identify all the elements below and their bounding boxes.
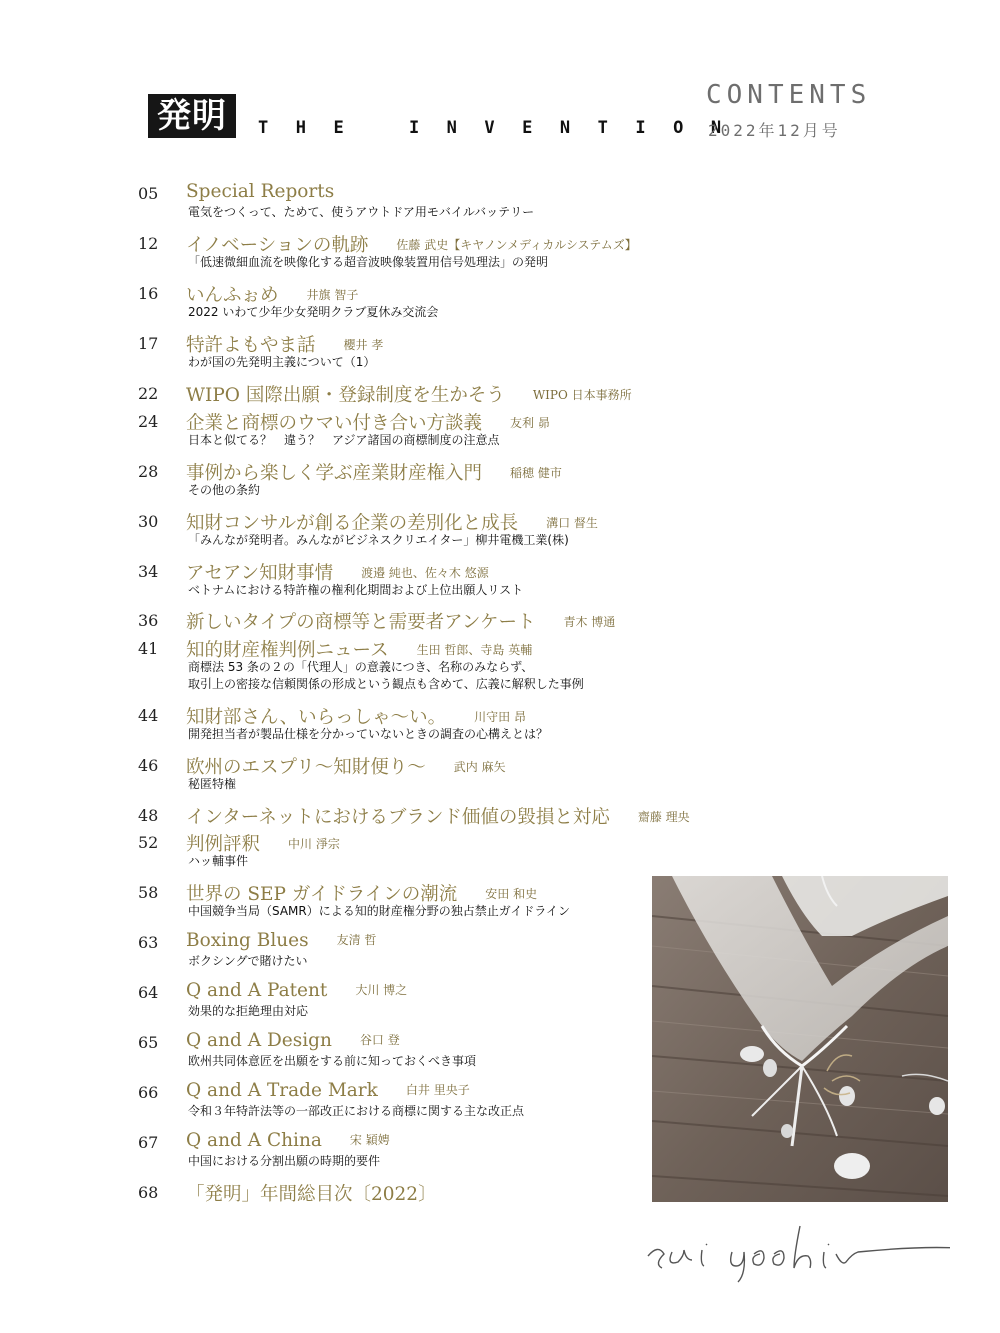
toc-subtitle-line: 中国における分割出願の時期的要件 [188, 1154, 381, 1168]
toc-title: 欧州のエスプリ〜知財便り〜 [186, 757, 426, 778]
toc-page-number: 41 [138, 639, 159, 658]
toc-title: アセアン知財事情 [186, 563, 334, 584]
toc-title: いんふぉめ [186, 285, 279, 306]
toc-author: 齋藤 理央 [637, 810, 690, 824]
toc-page-number: 64 [138, 983, 159, 1002]
toc-page-number: 28 [138, 462, 159, 481]
toc-page-number: 63 [138, 933, 159, 952]
contents-heading: CONTENTS [706, 80, 872, 110]
toc-subtitle [188, 482, 260, 499]
toc-author: 友利 昴 [510, 416, 550, 430]
toc-subtitle [188, 853, 248, 870]
toc-subtitle [188, 582, 523, 599]
toc-title: インターネットにおけるブランド価値の毀損と対応 [186, 807, 610, 828]
toc-subtitle [188, 254, 548, 271]
toc-author: 櫻井 孝 [343, 338, 384, 352]
toc-subtitle-line: 中国競争当局（SAMR）による知的財産権分野の独占禁止ガイドライン [188, 904, 571, 918]
toc-subtitle-line: 「低速微細血流を映像化する超音波映像装置用信号処理法」の発明 [188, 255, 549, 269]
toc-subtitle-line: ボクシングで賭けたい [188, 954, 308, 968]
toc-page-number: 65 [138, 1033, 159, 1052]
toc-subtitle-line: 電気をつくって、ためて、使うアウトドア用モバイルバッテリー [188, 205, 535, 219]
toc-author: 宋 穎娉 [349, 1133, 390, 1147]
toc-subtitle-line: わが国の先発明主義について（1） [188, 355, 376, 369]
toc-title-wrap [186, 980, 407, 1001]
toc-page-number: 30 [138, 512, 159, 531]
cover-art-photo [652, 876, 948, 1202]
toc-page-number: 66 [138, 1083, 159, 1102]
toc-subtitle [188, 1003, 308, 1020]
toc-page-number: 48 [138, 806, 159, 825]
toc-title-wrap [186, 930, 376, 951]
logo-latin-text: THE INVENTION [258, 118, 749, 138]
toc-author: 白井 里央子 [405, 1083, 470, 1097]
toc-title: Special Reports [186, 181, 335, 202]
toc-author: WIPO 日本事務所 [532, 388, 632, 402]
toc-page-number: 68 [138, 1183, 159, 1202]
toc-title-wrap [186, 1030, 400, 1051]
toc-author: 井旗 智子 [306, 288, 359, 302]
toc-subtitle-line: 欧州共同体意匠を出願をする前に知っておくべき事項 [188, 1054, 477, 1068]
toc-title-wrap [186, 1080, 470, 1101]
toc-subtitle [188, 659, 584, 693]
toc-subtitle [188, 204, 534, 221]
toc-author: 溝口 督生 [546, 516, 598, 530]
issue-date: 2022年12月号 [708, 121, 841, 140]
artist-signature [640, 1214, 950, 1288]
toc-title: 事例から楽しく学ぶ産業財産権入門 [186, 463, 483, 484]
toc-title: 新しいタイプの商標等と需要者アンケート [186, 612, 536, 633]
logo-kanji-text: 発明 [157, 96, 227, 136]
toc-subtitle [188, 532, 569, 549]
toc-title: Boxing Blues [186, 930, 309, 951]
toc-subtitle-line: その他の条約 [188, 483, 261, 497]
toc-page-number: 16 [138, 284, 159, 303]
toc-author: 中川 淨宗 [288, 837, 340, 851]
toc-title: 判例評釈 [186, 834, 261, 855]
toc-title-wrap [186, 1180, 465, 1206]
toc-author: 大川 博之 [355, 983, 408, 997]
toc-author: 青木 博通 [563, 615, 616, 629]
toc-title-wrap [186, 608, 615, 634]
toc-subtitle [188, 726, 548, 743]
toc-title: 知財部さん、いらっしゃ〜い。 [186, 707, 447, 728]
toc-subtitle-line: 2022 いわて少年少女発明クラブ夏休み交流会 [188, 305, 439, 319]
toc-page-number: 17 [138, 334, 159, 353]
toc-subtitle [188, 354, 375, 371]
toc-page-number: 58 [138, 883, 159, 902]
toc-subtitle [188, 1153, 380, 1170]
toc-subtitle-line: 日本と似てる？ 違う？ アジア諸国の商標制度の注意点 [188, 433, 500, 447]
toc-author: 武内 麻矢 [453, 760, 506, 774]
toc-title: 特許よもやま話 [186, 335, 316, 356]
toc-title: Q and A Design [186, 1030, 332, 1051]
toc-subtitle-line: 商標法 53 条の２の「代理人」の意義につき、名称のみならず、 [188, 660, 534, 674]
magazine-logo [148, 94, 236, 138]
toc-title: 世界の SEP ガイドラインの潮流 [186, 884, 458, 905]
toc-title-wrap [186, 381, 632, 407]
toc-subtitle-line: 「みんなが発明者。みんながビジネスクリエイター」柳井電機工業(株) [188, 533, 569, 547]
toc-subtitle-line: 開発担当者が製品仕様を分かっていないときの調査の心構えとは？ [188, 727, 549, 741]
toc-title: Q and A China [186, 1130, 322, 1151]
toc-title: 知財コンサルが創る企業の差別化と成長 [186, 513, 519, 534]
toc-title: Q and A Trade Mark [186, 1080, 378, 1101]
toc-page-number: 22 [138, 384, 159, 403]
toc-title: 「発明」年間総目次〔2022〕 [186, 1184, 437, 1205]
toc-subtitle-line: ベトナムにおける特許権の権利化期間および上位出願人リスト [188, 583, 524, 597]
toc-subtitle-line: 令和３年特許法等の一部改正における商標に関する主な改正点 [188, 1104, 525, 1118]
toc-author: 佐藤 武史【キヤノンメディカルシステムズ】 [396, 238, 637, 252]
toc-title: 企業と商標のウマい付き合い方談義 [186, 413, 483, 434]
toc-subtitle-line: 取引上の密接な信頼関係の形成という観点も含めて、広義に解釈した事例 [188, 677, 584, 691]
toc-subtitle [188, 776, 236, 793]
toc-subtitle [188, 432, 500, 449]
toc-subtitle-line: ハッ輔事件 [188, 854, 249, 868]
toc-page-number: 44 [138, 706, 159, 725]
toc-title: イノベーションの軌跡 [186, 235, 369, 256]
toc-author: 安田 和史 [485, 887, 538, 901]
toc-title: 知的財産権判例ニュース [186, 640, 389, 661]
toc-title-wrap [186, 1130, 390, 1151]
toc-page-number: 24 [138, 412, 159, 431]
toc-subtitle-line: 効果的な拒絶理由対応 [188, 1004, 309, 1018]
cover-art-image [652, 876, 948, 1202]
toc-subtitle [188, 304, 438, 321]
toc-title-wrap [186, 181, 362, 202]
toc-title: WIPO 国際出願・登録制度を生かそう [186, 385, 505, 406]
toc-title: Q and A Patent [186, 980, 328, 1001]
toc-author: 渡邉 純也、佐々木 悠源 [361, 566, 489, 580]
toc-title-wrap [186, 803, 690, 829]
toc-page-number: 36 [138, 611, 159, 630]
toc-subtitle [188, 1053, 476, 1070]
toc-page-number: 52 [138, 833, 159, 852]
toc-subtitle [188, 903, 570, 920]
toc-author: 友清 哲 [336, 933, 377, 947]
toc-page-number: 05 [138, 184, 159, 203]
toc-author: 稲穂 健市 [510, 466, 562, 480]
toc-subtitle [188, 1103, 524, 1120]
toc-subtitle [188, 953, 307, 970]
toc-page-number: 34 [138, 562, 159, 581]
toc-page-number: 46 [138, 756, 159, 775]
toc-author: 川守田 昂 [474, 710, 526, 724]
toc-page-number: 67 [138, 1133, 159, 1152]
toc-subtitle-line: 秘匿特権 [188, 777, 237, 791]
toc-author: 生田 哲郎、寺島 英輔 [416, 643, 533, 657]
toc-author: 谷口 登 [359, 1033, 400, 1047]
toc-page-number: 12 [138, 234, 159, 253]
